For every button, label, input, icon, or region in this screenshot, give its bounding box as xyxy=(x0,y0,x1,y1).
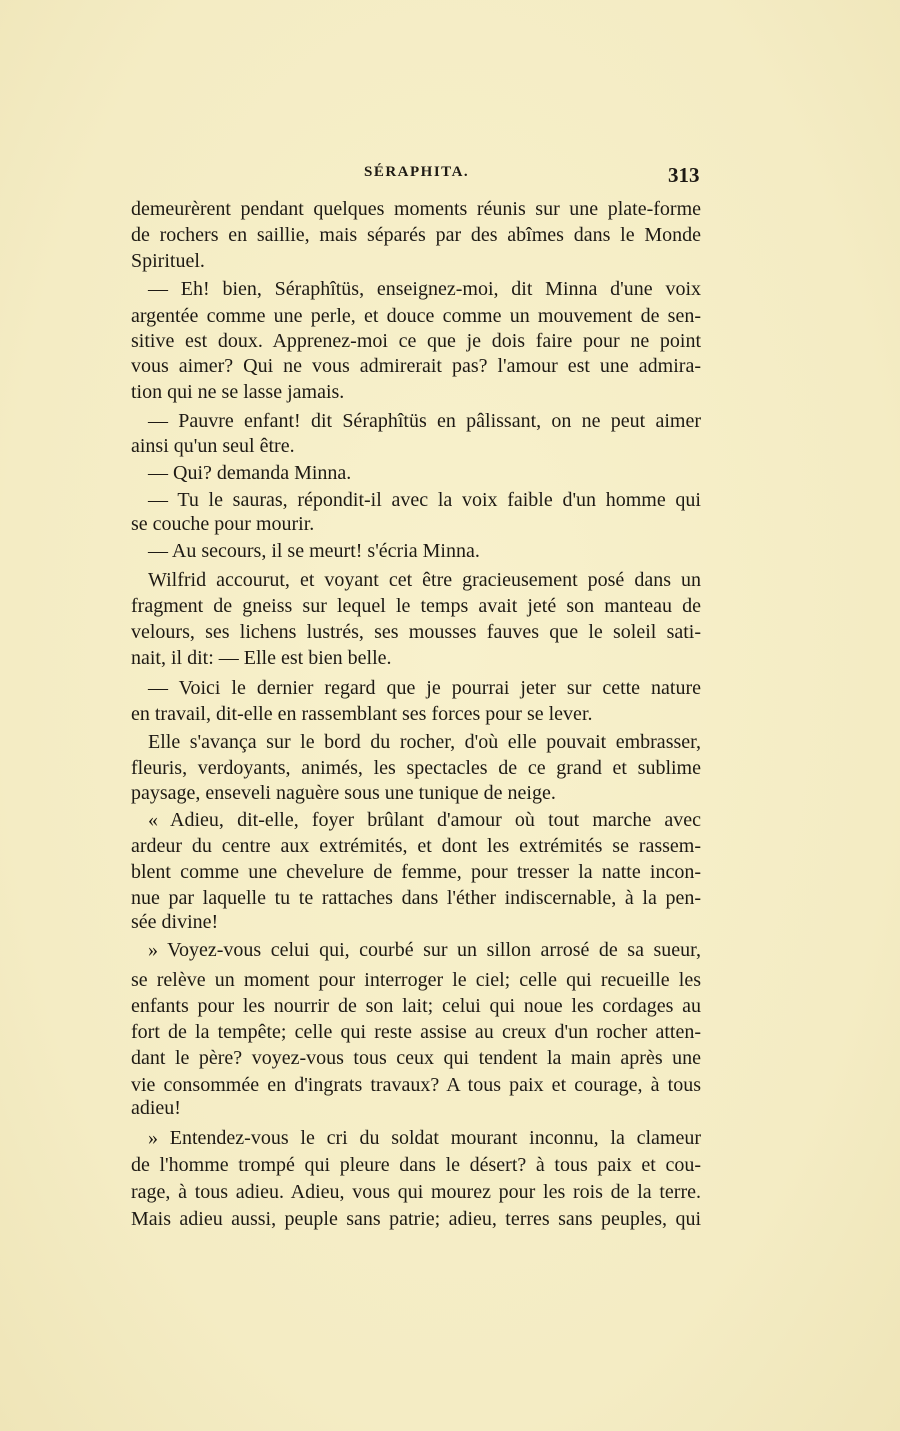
text-line: de rochers en saillie, mais séparés par des abîmes dans le Monde xyxy=(131,224,701,246)
text-line: enfants pour les nourrir de son lait; celui qui noue les cordages au xyxy=(131,995,701,1017)
text-line: sée divine! xyxy=(131,911,219,933)
text-line: paysage, enseveli naguère sous une tunique de neige. xyxy=(131,782,556,804)
text-line: » Voyez-vous celui qui, courbé sur un sillon arrosé de sa sueur, xyxy=(148,939,701,961)
text-line: — Pauvre enfant! dit Séraphîtüs en pâlissant, on ne peut aimer xyxy=(148,410,701,432)
text-line: Mais adieu aussi, peuple sans patrie; adieu, terres sans peuples, qui xyxy=(131,1208,701,1230)
text-line: demeurèrent pendant quelques moments réunis sur une plate-forme xyxy=(131,198,701,220)
text-line: vie consommée en d'ingrats travaux? A tous paix et courage, à tous xyxy=(131,1074,701,1096)
text-line: « Adieu, dit-elle, foyer brûlant d'amour où tout marche avec xyxy=(148,809,701,831)
text-line: Elle s'avança sur le bord du rocher, d'où elle pouvait embrasser, xyxy=(148,731,701,753)
text-line: — Eh! bien, Séraphîtüs, enseignez-moi, dit Minna d'une voix xyxy=(148,278,701,300)
text-line: se relève un moment pour interroger le ciel; celle qui recueille les xyxy=(131,969,701,991)
text-line: — Tu le sauras, répondit-il avec la voix faible d'un homme qui xyxy=(148,489,701,511)
text-line: vous aimer? Qui ne vous admirerait pas? l'amour est une admira- xyxy=(131,355,701,377)
text-line: — Qui? demanda Minna. xyxy=(148,462,352,484)
text-line: ainsi qu'un seul être. xyxy=(131,435,295,457)
text-line: en travail, dit-elle en rassemblant ses forces pour se lever. xyxy=(131,703,593,725)
text-line: tion qui ne se lasse jamais. xyxy=(131,381,345,403)
text-line: nait, il dit: — Elle est bien belle. xyxy=(131,647,392,669)
text-line: sitive est doux. Apprenez-moi ce que je dois faire pour ne point xyxy=(131,330,701,352)
text-line: argentée comme une perle, et douce comme un mouvement de sen- xyxy=(131,305,701,327)
text-line: » Entendez-vous le cri du soldat mourant inconnu, la clameur xyxy=(148,1127,701,1149)
text-line: adieu! xyxy=(131,1097,181,1119)
text-line: fleuris, verdoyants, animés, les spectacles de ce grand et sublime xyxy=(131,757,701,779)
text-line: rage, à tous adieu. Adieu, vous qui mourez pour les rois de la terre. xyxy=(131,1181,701,1203)
running-title: SÉRAPHITA. xyxy=(364,164,470,180)
text-line: dant le père? voyez-vous tous ceux qui tendent la main après une xyxy=(131,1047,701,1069)
text-line: velours, ses lichens lustrés, ses mousses fauves que le soleil sati- xyxy=(131,621,701,643)
text-line: nue par laquelle tu te rattaches dans l'éther indiscernable, à la pen- xyxy=(131,887,701,909)
text-line: Spirituel. xyxy=(131,250,205,272)
text-line: se couche pour mourir. xyxy=(131,513,315,535)
text-line: — Au secours, il se meurt! s'écria Minna. xyxy=(148,540,480,562)
text-line: — Voici le dernier regard que je pourrai jeter sur cette nature xyxy=(148,677,701,699)
page-number: 313 xyxy=(668,163,700,187)
text-line: fort de la tempête; celle qui reste assise au creux d'un rocher atten- xyxy=(131,1021,701,1043)
text-line: fragment de gneiss sur lequel le temps avait jeté son manteau de xyxy=(131,595,701,617)
text-line: Wilfrid accourut, et voyant cet être gracieusement posé dans un xyxy=(148,569,701,591)
text-line: de l'homme trompé qui pleure dans le désert? à tous paix et cou- xyxy=(131,1154,701,1176)
text-line: ardeur du centre aux extrémités, et dont les extrémités se rassem- xyxy=(131,835,701,857)
text-line: blent comme une chevelure de femme, pour tresser la natte incon- xyxy=(131,861,701,883)
